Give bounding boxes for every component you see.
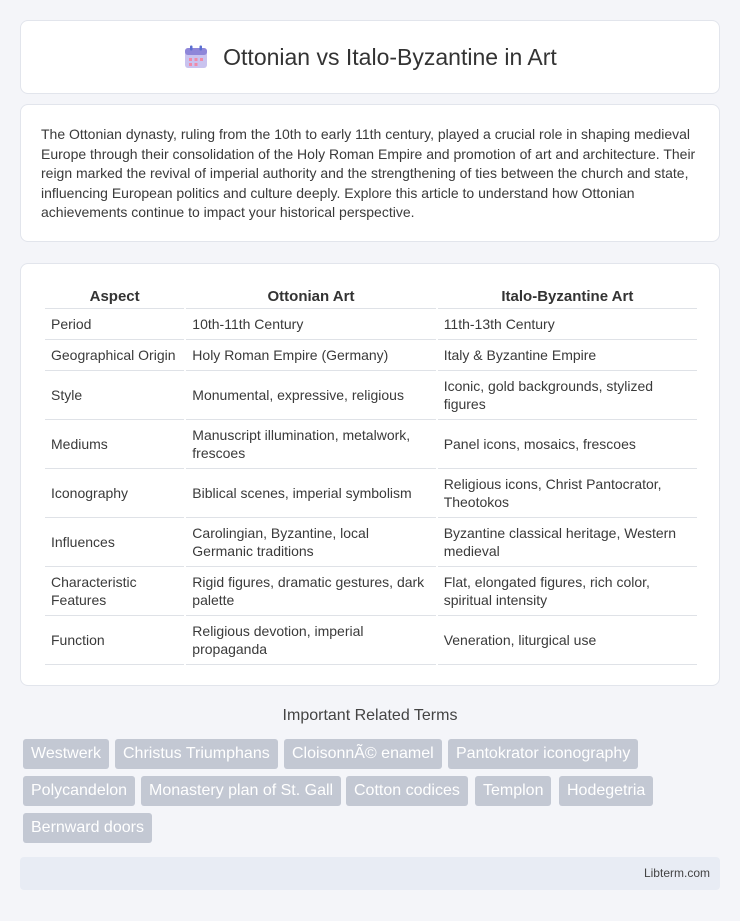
header-card xyxy=(20,20,720,94)
table-row xyxy=(45,518,697,567)
table-cell: Panel icons, mosaics, frescoes xyxy=(438,420,697,469)
table-cell: Function xyxy=(45,616,184,665)
intro-card xyxy=(20,104,720,242)
table-row xyxy=(45,469,697,518)
table-cell: Manuscript illumination, metalwork, frescoes xyxy=(186,420,435,469)
table-cell: Flat, elongated figures, rich color, spiritual intensity xyxy=(438,567,697,616)
table-cell: Byzantine classical heritage, Western medieval xyxy=(438,518,697,567)
related-terms-title: Important Related Terms xyxy=(282,707,458,724)
comparison-table-card xyxy=(20,263,720,686)
table-header-row xyxy=(45,284,697,309)
table-row xyxy=(45,340,697,371)
table-cell: Veneration, liturgical use xyxy=(438,616,697,665)
page-title: Ottonian vs Italo-Byzantine in Art xyxy=(223,43,557,70)
table-row xyxy=(45,616,697,665)
table-cell: Style xyxy=(45,371,184,420)
related-term-tag[interactable]: Pantokrator iconography xyxy=(448,739,638,769)
related-term-tag[interactable]: Cotton codices xyxy=(346,776,468,806)
table-row xyxy=(45,309,697,340)
table-cell: Biblical scenes, imperial symbolism xyxy=(186,469,435,518)
intro-text: The Ottonian dynasty, ruling from the 10th to early 11th century, played a crucial role in shaping medieval Europe through their consolidation of the Holy Roman Empire and promotion of art and architecture. Their reign marked the revival of imperial authority and the strengthening of ties between the church and state, influencing European politics and culture deeply. Explore this article to understand how Ottonian achievements continue to impact your historical perspective. xyxy=(41,126,696,220)
table-cell: Monumental, expressive, religious xyxy=(186,371,435,420)
title-wrap xyxy=(183,44,557,71)
column-header-ottonian: Ottonian Art xyxy=(186,284,435,309)
table-cell: Characteristic Features xyxy=(45,567,184,616)
table-cell: Geographical Origin xyxy=(45,340,184,371)
table-cell: Carolingian, Byzantine, local Germanic traditions xyxy=(186,518,435,567)
related-term-tag[interactable]: CloisonnÃ© enamel xyxy=(284,739,442,769)
related-term-tag[interactable]: Hodegetria xyxy=(559,776,653,806)
column-header-aspect: Aspect xyxy=(45,284,184,309)
table-row xyxy=(45,371,697,420)
related-term-tag[interactable]: Polycandelon xyxy=(23,776,135,806)
footer-link[interactable]: Libterm.com xyxy=(643,866,710,880)
table-cell: Period xyxy=(45,309,184,340)
related-term-tag[interactable]: Templon xyxy=(475,776,551,806)
footer xyxy=(20,857,720,890)
table-cell: Influences xyxy=(45,518,184,567)
table-row xyxy=(45,567,697,616)
related-term-tag[interactable]: Westwerk xyxy=(23,739,109,769)
related-term-tag[interactable]: Christus Triumphans xyxy=(115,739,278,769)
related-term-tag[interactable]: Monastery plan of St. Gall xyxy=(141,776,341,806)
table-cell: Religious icons, Christ Pantocrator, Theotokos xyxy=(438,469,697,518)
comparison-table xyxy=(43,284,699,665)
table-cell: Iconography xyxy=(45,469,184,518)
table-cell: Iconic, gold backgrounds, stylized figures xyxy=(438,371,697,420)
related-term-tag[interactable]: Bernward doors xyxy=(23,813,152,843)
column-header-italo-byzantine: Italo-Byzantine Art xyxy=(438,284,697,309)
table-cell: 10th-11th Century xyxy=(186,309,435,340)
table-cell: 11th-13th Century xyxy=(438,309,697,340)
table-cell: Italy & Byzantine Empire xyxy=(438,340,697,371)
table-cell: Mediums xyxy=(45,420,184,469)
table-cell: Holy Roman Empire (Germany) xyxy=(186,340,435,371)
table-row xyxy=(45,420,697,469)
calendar-icon xyxy=(183,44,209,70)
table-cell: Rigid figures, dramatic gestures, dark palette xyxy=(186,567,435,616)
table-cell: Religious devotion, imperial propaganda xyxy=(186,616,435,665)
